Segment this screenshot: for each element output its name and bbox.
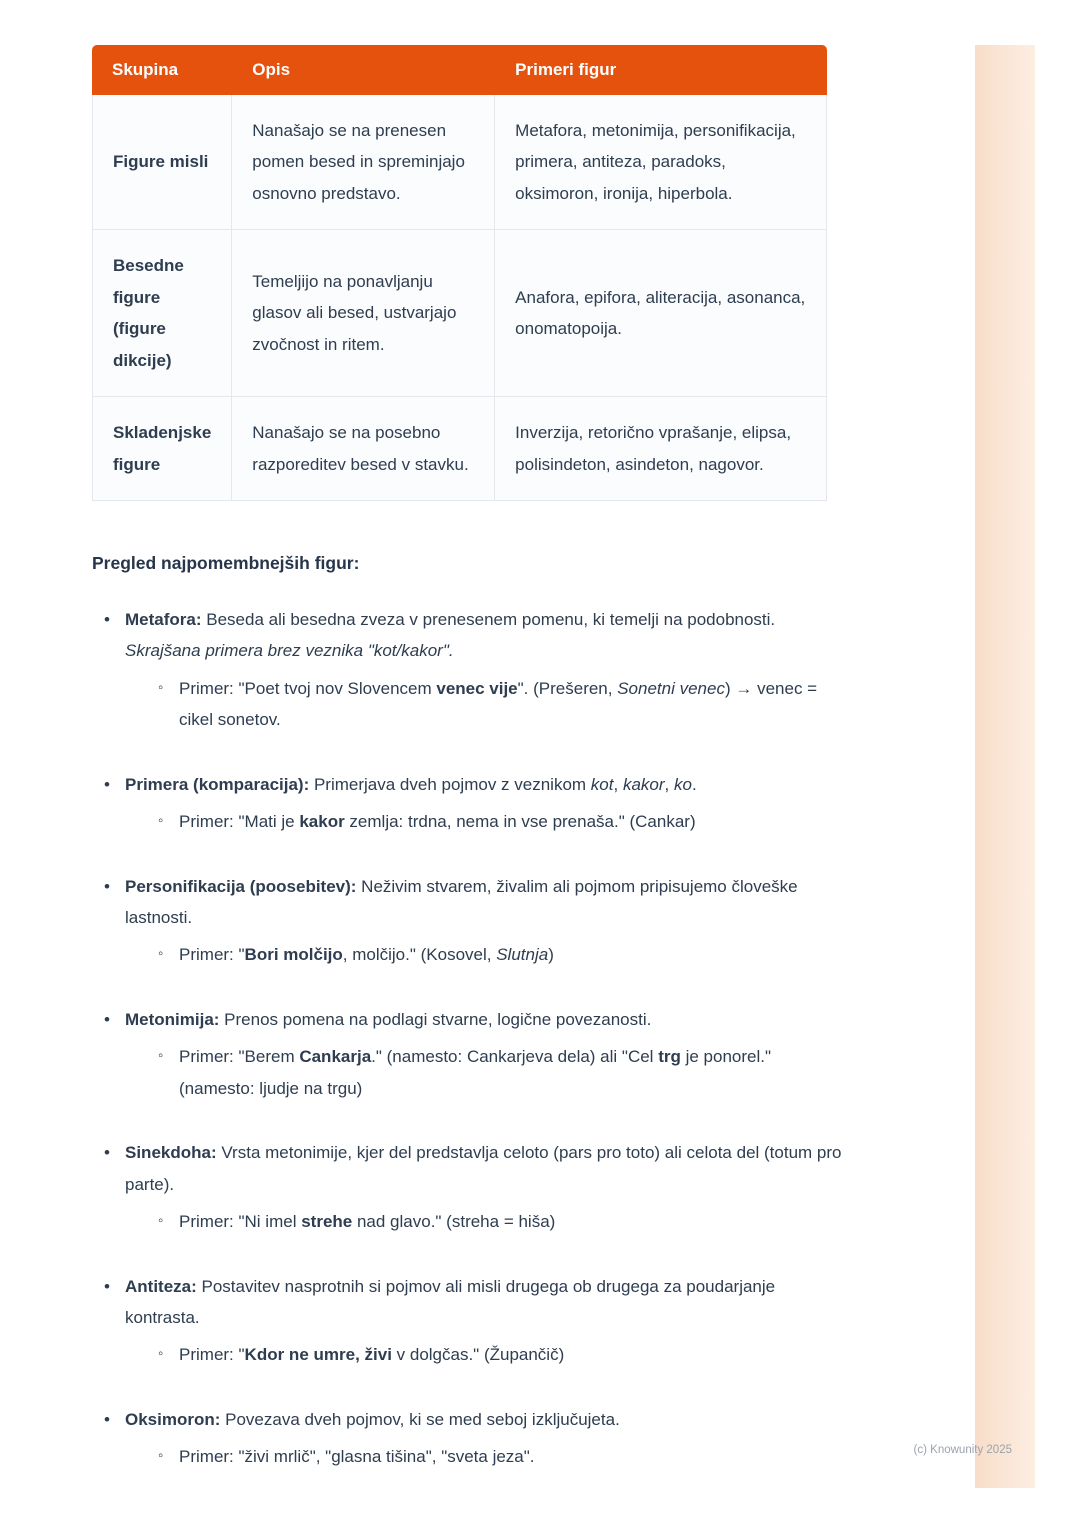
figure-item-metafora xyxy=(104,604,850,736)
figure-definition: • Sinekdoha: Vrsta metonimije, kjer del predstavlja celoto (pars pro toto) ali celota del (totum pro parte). xyxy=(125,1143,842,1194)
figure-item-primera xyxy=(104,769,850,838)
figure-item-personifikacija xyxy=(104,871,850,971)
cell-examples: Metafora, metonimija, personifikacija, primera, antiteza, paradoks, oksimoron, ironija, hiperbola. xyxy=(495,95,827,230)
table-header-primeri: Primeri figur xyxy=(495,45,827,95)
cell-examples: Inverzija, retorično vprašanje, elipsa, polisindeton, asindeton, nagovor. xyxy=(495,397,827,501)
figure-example: ◦ Primer: "Kdor ne umre, živi v dolgčas." (Župančič) xyxy=(158,1339,850,1370)
cell-desc: Nanašajo se na posebno razporeditev besed v stavku. xyxy=(232,397,495,501)
figures-table xyxy=(92,45,827,501)
figure-definition: • Metonimija: Prenos pomena na podlagi stvarne, logične povezanosti. xyxy=(125,1009,652,1029)
figure-example: ◦ Primer: "živi mrlič", "glasna tišina", "sveta jeza". xyxy=(158,1441,850,1472)
document-content xyxy=(92,45,864,1506)
cell-group: Besedne figure (figure dikcije) xyxy=(92,230,232,397)
figure-example: ◦ Primer: "Bori molčijo, molčijo." (Kosovel, Slutnja) xyxy=(158,939,850,970)
figure-item-oksimoron xyxy=(104,1404,850,1473)
figure-example: ◦ Primer: "Mati je kakor zemlja: trdna, nema in vse prenaša." (Cankar) xyxy=(158,806,850,837)
cell-desc: Nanašajo se na prenesen pomen besed in spreminjajo osnovno predstavo. xyxy=(232,95,495,230)
copyright-credit: (c) Knowunity 2025 xyxy=(913,1444,1012,1456)
figure-item-metonimija xyxy=(104,1004,850,1104)
figure-item-antiteza xyxy=(104,1271,850,1371)
figure-example: ◦ Primer: "Poet tvoj nov Slovencem venec vije". (Prešeren, Sonetni venec) → venec = cikel sonetov. xyxy=(158,673,850,736)
table-row-figure-misli xyxy=(92,95,827,230)
table-header-skupina: Skupina xyxy=(92,45,232,95)
table-header-opis: Opis xyxy=(232,45,495,95)
figures-list xyxy=(92,604,850,1473)
figure-example: ◦ Primer: "Berem Cankarja." (namesto: Cankarjeva dela) ali "Cel trg je ponorel." (namesto: ljudje na trgu) xyxy=(158,1041,850,1104)
figure-definition: • Oksimoron: Povezava dveh pojmov, ki se med seboj izključujeta. xyxy=(125,1409,620,1429)
figure-example: ◦ Primer: "Ni imel strehe nad glavo." (streha = hiša) xyxy=(158,1206,850,1237)
figure-definition: • Antiteza: Postavitev nasprotnih si pojmov ali misli drugega ob drugega za poudarjanje kontrasta. xyxy=(125,1276,776,1327)
figure-definition: • Personifikacija (poosebitev): Neživim stvarem, živalim ali pojmom pripisujemo človeške lastnosti. xyxy=(125,876,798,927)
decorative-side-stripe xyxy=(975,45,1035,1488)
cell-group: Skladenjske figure xyxy=(92,397,232,501)
table-header-row xyxy=(92,45,827,95)
table-row-besedne-figure xyxy=(92,230,827,397)
section-heading: Pregled najpomembnejših figur: xyxy=(92,552,360,573)
figure-item-sinekdoha xyxy=(104,1137,850,1237)
figure-definition: • Primera (komparacija): Primerjava dveh pojmov z veznikom kot, kakor, ko. xyxy=(125,774,697,794)
figure-definition: • Metafora: Beseda ali besedna zveza v prenesenem pomenu, ki temelji na podobnosti. Skrajšana primera brez veznika "kot/kakor". xyxy=(125,609,776,661)
cell-desc: Temeljijo na ponavljanju glasov ali besed, ustvarjajo zvočnost in ritem. xyxy=(232,230,495,397)
cell-examples: Anafora, epifora, aliteracija, asonanca, onomatopoija. xyxy=(495,230,827,397)
cell-group: Figure misli xyxy=(92,95,232,230)
table-row-skladenjske-figure xyxy=(92,397,827,501)
